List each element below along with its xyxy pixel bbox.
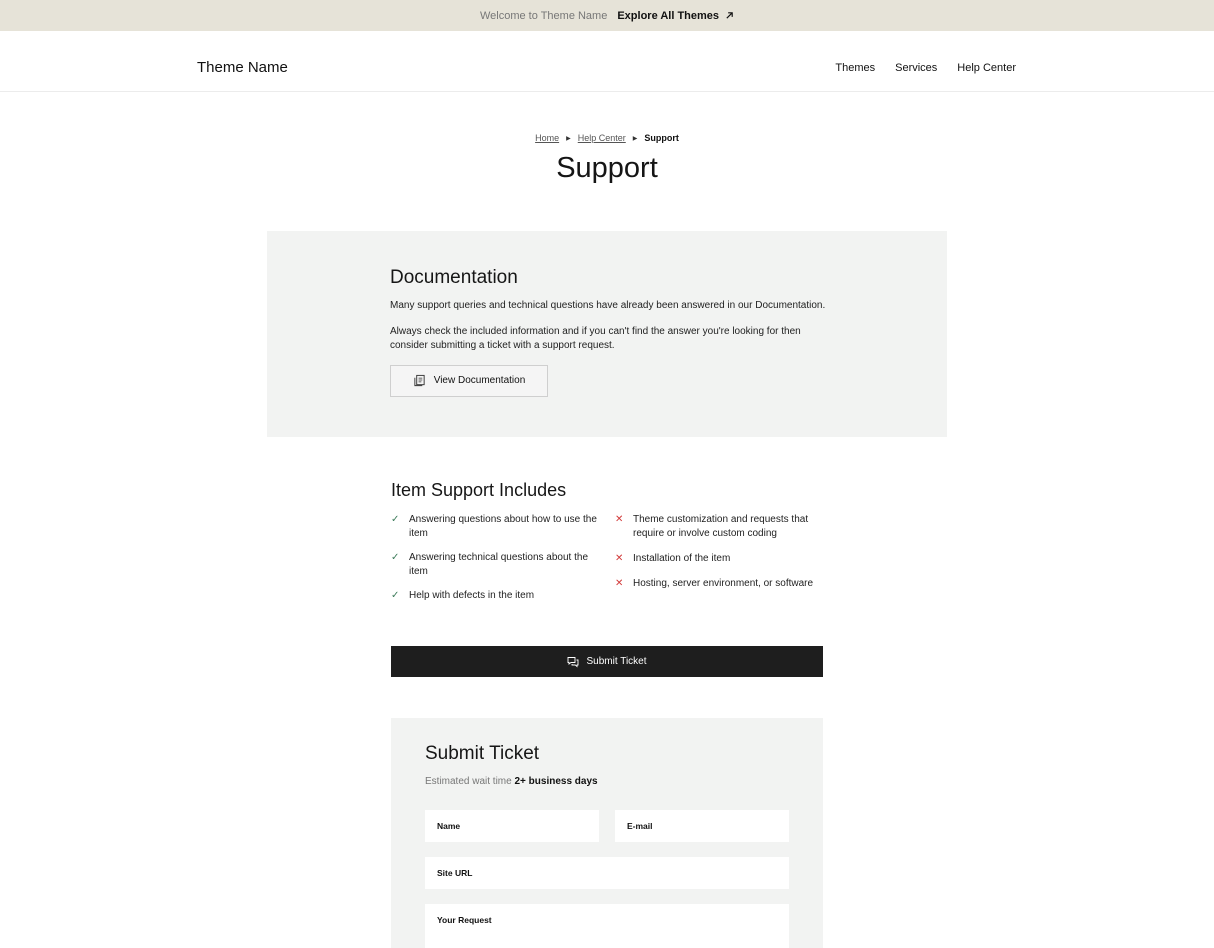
breadcrumb-separator-icon: ▶ xyxy=(632,135,638,142)
announcement-welcome: Welcome to Theme Name xyxy=(479,9,608,22)
breadcrumb-separator-icon: ▶ xyxy=(566,135,571,142)
documentation-title: Documentation xyxy=(390,267,518,288)
excluded-item-text: Installation of the item xyxy=(633,553,731,564)
name-field[interactable] xyxy=(425,810,599,842)
cross-icon: ✕ xyxy=(615,553,624,564)
documentation-paragraph-1: Many support queries and technical questions have already been answered in our Documentation. xyxy=(390,300,826,311)
check-icon: ✓ xyxy=(391,590,400,601)
excluded-item-text: Hosting, server environment, or software xyxy=(633,578,814,589)
documents-icon xyxy=(413,374,426,387)
breadcrumb xyxy=(0,133,1214,143)
email-field-label: E-mail xyxy=(627,821,653,831)
documentation-panel xyxy=(267,231,947,437)
nav-item-help-center[interactable]: Help Center xyxy=(957,62,1016,74)
breadcrumb-current: Support xyxy=(644,133,679,143)
list-item xyxy=(391,551,615,579)
breadcrumb-help-center[interactable]: Help Center xyxy=(577,133,626,143)
view-documentation-label: View Documentation xyxy=(433,375,526,386)
check-icon: ✓ xyxy=(391,514,400,525)
list-item xyxy=(391,513,615,541)
support-includes-title: Item Support Includes xyxy=(391,480,567,500)
main-nav xyxy=(835,62,1016,74)
cross-icon: ✕ xyxy=(615,514,624,525)
support-includes-section xyxy=(391,480,823,613)
ticket-form-title: Submit Ticket xyxy=(425,743,540,764)
submit-ticket-label: Submit Ticket xyxy=(586,656,647,667)
nav-item-themes[interactable]: Themes xyxy=(835,62,876,74)
list-item xyxy=(615,577,823,591)
arrow-up-right-icon xyxy=(725,11,734,20)
view-documentation-button[interactable] xyxy=(390,365,548,397)
name-field-label: Name xyxy=(437,821,461,831)
list-item xyxy=(615,513,823,541)
explore-themes-label: Explore All Themes xyxy=(617,9,720,22)
wait-time-label: Estimated wait time xyxy=(425,776,512,787)
excluded-list xyxy=(615,513,823,613)
excluded-item-text: Theme customization and requests that require or involve custom coding xyxy=(633,514,809,539)
site-url-field[interactable] xyxy=(425,857,789,889)
included-item-text: Answering questions about how to use the item xyxy=(409,514,597,539)
ticket-form xyxy=(391,718,823,948)
cross-icon: ✕ xyxy=(615,578,624,589)
site-logo[interactable]: Theme Name xyxy=(197,59,288,76)
nav-item-services[interactable]: Services xyxy=(895,62,938,74)
chat-bubbles-icon xyxy=(567,656,579,668)
included-list xyxy=(391,513,615,613)
included-item-text: Help with defects in the item xyxy=(409,590,535,601)
list-item xyxy=(391,589,615,603)
wait-time xyxy=(425,776,598,787)
breadcrumb-home[interactable]: Home xyxy=(535,133,560,143)
site-header xyxy=(0,31,1214,92)
explore-themes-link[interactable] xyxy=(617,10,734,22)
list-item xyxy=(615,552,823,566)
check-icon: ✓ xyxy=(391,552,400,563)
site-url-field-label: Site URL xyxy=(437,868,473,878)
email-field[interactable] xyxy=(615,810,789,842)
included-item-text: Answering technical questions about the item xyxy=(409,552,589,577)
request-field[interactable] xyxy=(425,904,789,948)
documentation-paragraph-2: Always check the included information and if you can't find the answer you're looking for then consider submitting a ticket with a support request. xyxy=(390,325,801,351)
submit-ticket-button[interactable] xyxy=(391,646,823,677)
request-field-label: Your Request xyxy=(437,915,492,925)
announcement-bar xyxy=(0,0,1214,31)
page-title: Support xyxy=(556,152,658,184)
wait-time-value: 2+ business days xyxy=(514,776,598,787)
